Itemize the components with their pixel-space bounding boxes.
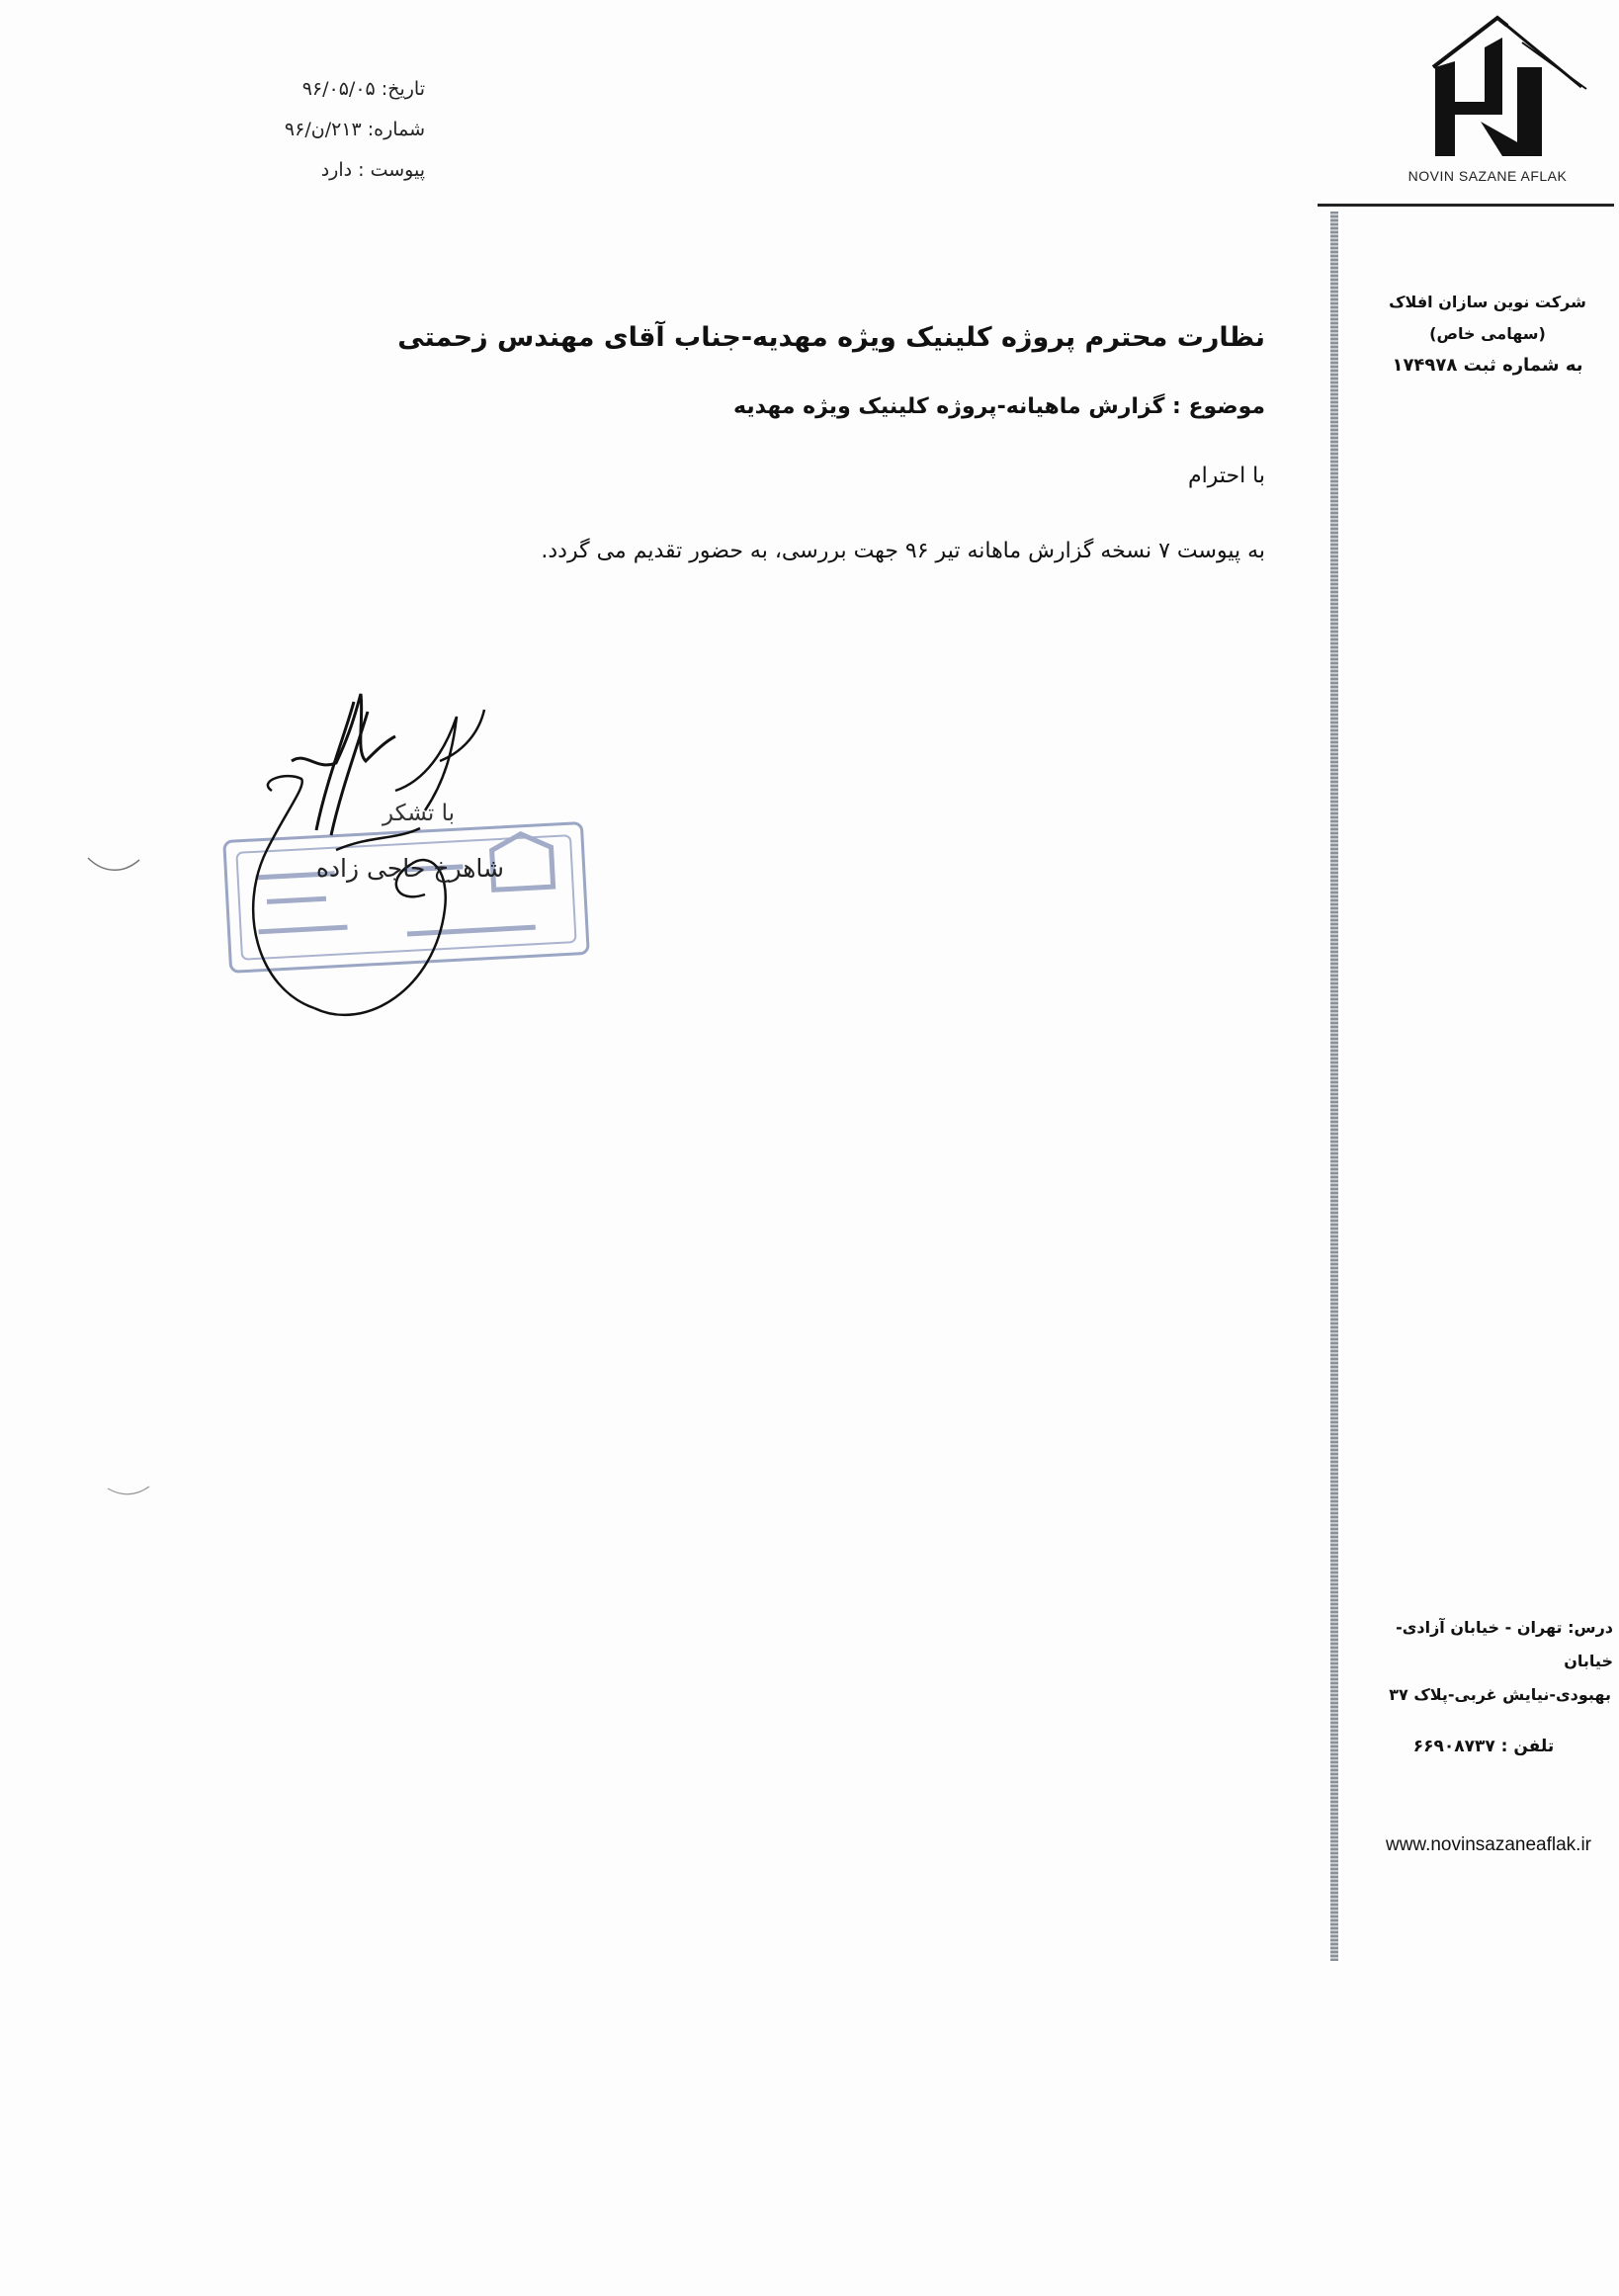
signature-icon bbox=[198, 692, 613, 1087]
address-line-1: درس: تهران - خیابان آزادی-خیابان bbox=[1396, 1618, 1613, 1670]
signer-name: شاهرخ حاجی زاده bbox=[315, 854, 504, 883]
greeting: با احترام bbox=[1187, 464, 1265, 488]
company-name: شرکت نوین سازان افلاک bbox=[1389, 293, 1586, 311]
subject-line: موضوع : گزارش ماهیانه-پروژه کلینیک ویژه مهدیه bbox=[733, 394, 1265, 419]
company-logo bbox=[1374, 8, 1601, 186]
company-type: (سهامی خاص) bbox=[1429, 324, 1546, 343]
website-url[interactable]: www.novinsazaneaflak.ir bbox=[1385, 1834, 1592, 1855]
company-info bbox=[1364, 287, 1611, 382]
closing-thanks: با تشکر bbox=[382, 801, 455, 826]
scan-mark-icon bbox=[84, 850, 143, 880]
phone-number: تلفن : ۶۶۹۰۸۷۳۷ bbox=[1412, 1737, 1555, 1756]
letter-number: شماره: ۲۱۳/ن/۹۶ bbox=[284, 119, 425, 140]
registration-number: به شماره ثبت ۱۷۴۹۷۸ bbox=[1392, 355, 1583, 376]
logo-mark-icon bbox=[1374, 8, 1601, 166]
letterhead-rule bbox=[1318, 204, 1614, 207]
recipient-line: نظارت محترم پروژه کلینیک ویژه مهدیه-جناب آقای مهندس زحمتی bbox=[397, 322, 1265, 353]
address-line-2: بهبودی-نیایش غربی-پلاک ۳۷ bbox=[1389, 1685, 1611, 1704]
letter-date: تاریخ: ۹۶/۰۵/۰۵ bbox=[301, 78, 425, 100]
scan-mark-icon bbox=[104, 1483, 153, 1502]
reference-block bbox=[208, 69, 425, 191]
company-address bbox=[1354, 1611, 1613, 1763]
brand-name: NOVIN SAZANE AFLAK bbox=[1407, 168, 1568, 184]
body-paragraph: به پیوست ۷ نسخه گزارش ماهانه تیر ۹۶ جهت بررسی، به حضور تقدیم می گردد. bbox=[541, 539, 1265, 563]
letter-attachment: پیوست : دارد bbox=[320, 159, 425, 181]
side-border bbox=[1330, 212, 1338, 1961]
signature-stamp-area bbox=[198, 692, 613, 1087]
